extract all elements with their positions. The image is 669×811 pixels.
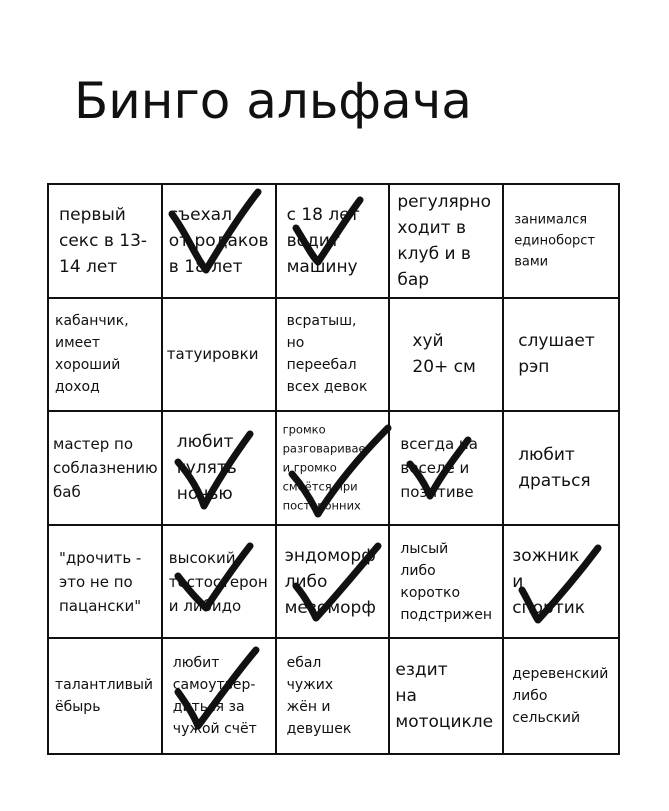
cell-label: съехал от родаков в 18 лет xyxy=(168,204,269,277)
bingo-cell[interactable] xyxy=(163,412,277,526)
cell-label: кабанчик, имеет хороший доход xyxy=(55,313,129,396)
cell-label: регулярно ходит в клуб и в бар xyxy=(397,191,492,290)
bingo-cell[interactable] xyxy=(163,639,277,753)
cell-label: слушает рэп xyxy=(518,331,595,378)
bingo-cell[interactable] xyxy=(504,412,618,526)
cell-label: лысый либо коротко подстрижен xyxy=(400,540,493,623)
cell-label: первый секс в 13- 14 лет xyxy=(59,204,148,277)
bingo-cell[interactable] xyxy=(390,526,504,640)
bingo-cell[interactable] xyxy=(390,299,504,413)
cell-label: высокий тестостерон и либидо xyxy=(168,548,268,615)
bingo-cell[interactable] xyxy=(277,639,391,753)
bingo-cell[interactable] xyxy=(504,185,618,299)
bingo-cell[interactable] xyxy=(277,412,391,526)
bingo-cell[interactable] xyxy=(277,185,391,299)
cell-label: с 18 лет водит машину xyxy=(286,204,360,277)
bingo-cell[interactable] xyxy=(504,526,618,640)
cell-label: мастер по соблазнению баб xyxy=(53,434,158,501)
bingo-cell[interactable] xyxy=(163,526,277,640)
cell-label: хуй 20+ см xyxy=(412,331,476,378)
bingo-cell[interactable] xyxy=(277,299,391,413)
cell-label: любит самоутвер- диться за чужой счёт xyxy=(172,655,257,738)
bingo-cell[interactable] xyxy=(163,299,277,413)
bingo-cell[interactable] xyxy=(390,639,504,753)
cell-label: деревенский либо сельский xyxy=(512,666,609,727)
cell-label: любит драться xyxy=(518,444,591,491)
cell-label: ездит на мотоцикле xyxy=(395,660,494,733)
cell-label: громко разговаривает и громко смеётся при посторонних xyxy=(282,422,373,513)
bingo-cell[interactable] xyxy=(49,185,163,299)
bingo-cell[interactable] xyxy=(49,412,163,526)
bingo-cell[interactable] xyxy=(277,526,391,640)
bingo-grid xyxy=(47,183,620,755)
cell-label: "дрочить - это не по пацански" xyxy=(59,548,142,615)
bingo-cell[interactable] xyxy=(49,526,163,640)
cell-label: татуировки xyxy=(166,345,259,364)
cell-label: любит гулять ночью xyxy=(176,431,237,504)
cell-label: всегда на веселе и позитиве xyxy=(400,434,478,501)
bingo-cell[interactable] xyxy=(390,185,504,299)
bingo-cell[interactable] xyxy=(504,299,618,413)
cell-label: занимался единоборст вами xyxy=(514,212,596,270)
bingo-cell[interactable] xyxy=(504,639,618,753)
page-title: Бинго альфача xyxy=(74,72,472,130)
cell-label: ебал чужих жён и девушек xyxy=(286,655,352,738)
bingo-cell[interactable] xyxy=(390,412,504,526)
cell-label: зожник и спортик xyxy=(512,545,586,618)
bingo-cell[interactable] xyxy=(163,185,277,299)
cell-label: всратыш, но переебал всех девок xyxy=(286,313,368,396)
bingo-cell[interactable] xyxy=(49,299,163,413)
cell-label: талантливый ёбырь xyxy=(55,677,154,716)
cell-label: эндоморф либо мезоморф xyxy=(284,545,376,618)
bingo-cell[interactable] xyxy=(49,639,163,753)
